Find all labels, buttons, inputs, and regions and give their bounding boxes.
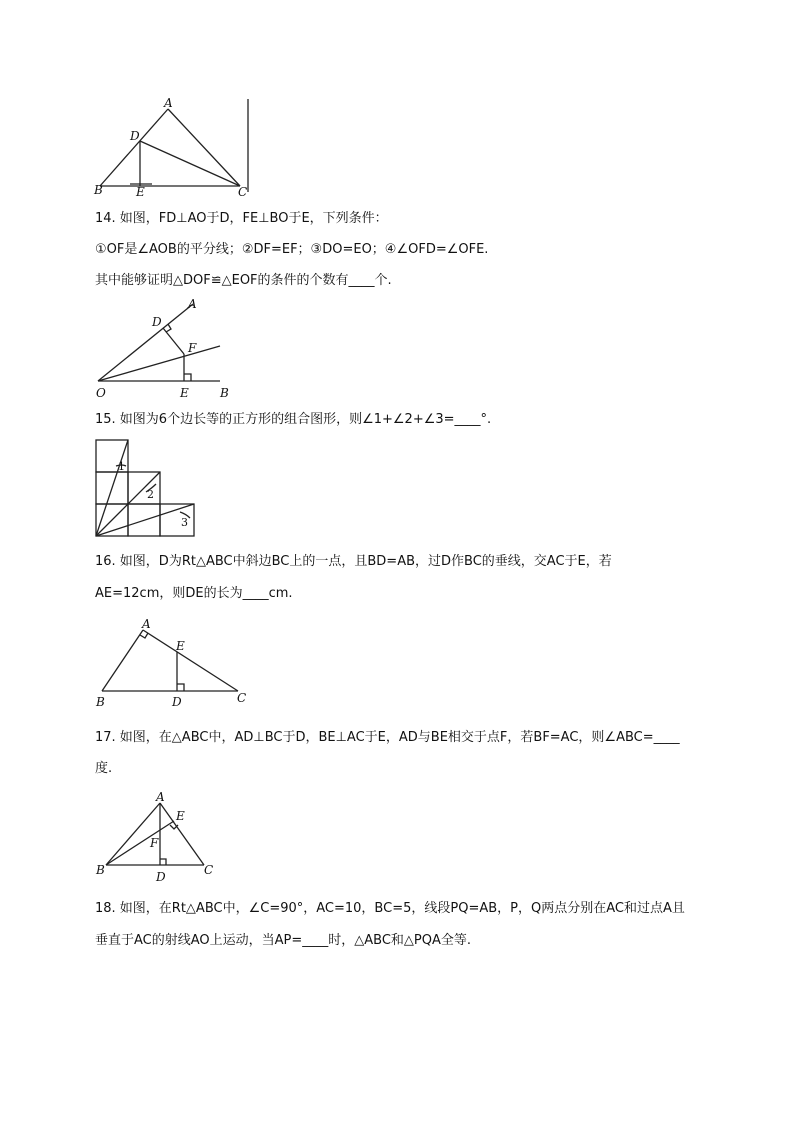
right-angle-mark-e (184, 374, 191, 381)
label-d: D (172, 695, 182, 709)
angle-label-3: 3 (181, 516, 188, 529)
right-angle-mark-d (177, 684, 184, 691)
label-e: E (180, 386, 189, 400)
q16-text-line2: AE=12cm，则DE的长为____cm. (95, 586, 293, 601)
label-e: E (136, 185, 145, 199)
label-a: A (188, 297, 197, 311)
side-ab (106, 803, 160, 865)
diagonal-3 (96, 504, 194, 536)
label-d: D (130, 129, 140, 143)
label-a: A (142, 617, 151, 631)
q17-text-line1: 17. 如图，在△ABC中，AD⊥BC于D，BE⊥AC于E，AD与BE相交于点F，若BF=AC，则∠ABC=____ (95, 730, 680, 745)
label-o: O (96, 386, 106, 400)
q18-text-line2: 垂直于AC的射线AO上运动，当AP=____时，△ABC和△PQA全等. (95, 933, 472, 948)
ray-of (98, 346, 220, 381)
q14-text-line2: ①OF是∠AOB的平分线；②DF=EF；③DO=EO；④∠OFD=∠OFE. (95, 242, 489, 257)
side-ac (168, 109, 240, 186)
right-angle-mark-e (170, 825, 178, 829)
q14-text-line1: 14. 如图，FD⊥AO于D，FE⊥BO于E，下列条件： (95, 211, 388, 226)
figure-triangle-abc-13 (90, 95, 260, 200)
label-c: C (204, 863, 214, 877)
ray-oa (98, 304, 193, 381)
label-a: A (156, 790, 165, 804)
square-6 (160, 504, 194, 536)
diagonal-1 (96, 440, 128, 536)
label-c: C (238, 185, 248, 199)
side-ab (102, 630, 143, 691)
label-f: F (150, 836, 159, 850)
label-f: F (188, 341, 197, 355)
angle-label-2: 2 (147, 488, 154, 501)
side-ac (143, 630, 238, 691)
label-d: D (156, 870, 166, 884)
figure-right-triangle-16 (90, 614, 260, 710)
label-b: B (96, 863, 105, 877)
figure-six-squares-15 (90, 436, 210, 544)
label-e: E (176, 809, 185, 823)
side-ab (100, 109, 168, 186)
figure-triangle-altitudes-17 (90, 788, 230, 888)
label-a: A (164, 96, 173, 110)
label-d: D (152, 315, 162, 329)
label-c: C (237, 691, 247, 705)
q18-text-line1: 18. 如图，在Rt△ABC中，∠C=90°，AC=10，BC=5，线段PQ=AB，P，Q两点分别在AC和过点A且 (95, 901, 685, 916)
label-b: B (220, 386, 229, 400)
q17-text-line2: 度. (95, 761, 113, 776)
q15-text-line1: 15. 如图为6个边长等的正方形的组合图形，则∠1+∠2+∠3=____°. (95, 412, 492, 427)
q14-text-line3: 其中能够证明△DOF≌△EOF的条件的个数有____个. (95, 273, 392, 288)
right-angle-mark-d (160, 859, 166, 865)
label-b: B (94, 183, 103, 197)
angle-label-1: 1 (118, 460, 125, 473)
label-e: E (176, 639, 185, 653)
label-b: B (96, 695, 105, 709)
figure-angle-aob-14 (90, 296, 250, 406)
q16-text-line1: 16. 如图，D为Rt△ABC中斜边BC上的一点，且BD=AB，过D作BC的垂线，交AC于E，若 (95, 554, 612, 569)
segment-dc (140, 141, 240, 186)
